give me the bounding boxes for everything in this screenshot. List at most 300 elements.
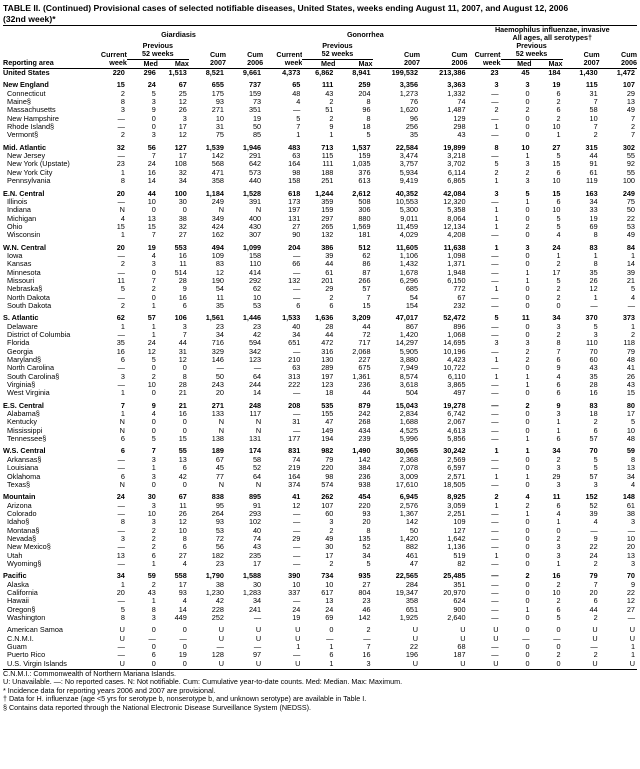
value-cell: 1 — [556, 559, 561, 568]
value-cell: 10 — [215, 114, 224, 123]
value-cell: — — [117, 526, 125, 535]
table-row — [3, 260, 637, 268]
value-cell: 228 — [211, 605, 224, 614]
value-cell: 3,218 — [447, 152, 466, 161]
value-cell: 16 — [178, 251, 187, 260]
value-cell: N — [119, 426, 125, 435]
value-cell: 895 — [248, 493, 262, 502]
value-cell: 30 — [253, 580, 262, 589]
value-cell: 6 — [593, 597, 598, 606]
value-cell: 91 — [253, 501, 262, 510]
region-row — [3, 572, 637, 580]
value-cell: 45 — [215, 464, 224, 473]
value-cell: 2,571 — [447, 472, 466, 481]
value-cell: 51 — [325, 106, 334, 115]
value-cell: 594 — [248, 339, 262, 348]
value-cell: 1,332 — [447, 89, 466, 98]
value-cell: 0 — [151, 114, 156, 123]
value-cell: 86 — [362, 260, 371, 269]
table-row — [3, 643, 637, 651]
value-cell: 110 — [586, 339, 598, 348]
value-cell: 1,098 — [447, 251, 466, 260]
value-cell: 13 — [626, 464, 635, 473]
value-cell: 0 — [525, 331, 530, 339]
value-cell: 0 — [151, 206, 156, 215]
table-body — [3, 69, 637, 669]
value-cell: 737 — [248, 81, 262, 90]
value-cell: 115 — [585, 81, 598, 90]
value-cell: 4 — [151, 251, 156, 260]
value-cell: 3 — [182, 114, 187, 123]
value-cell: 38 — [215, 580, 224, 589]
value-cell: 0 — [151, 268, 156, 277]
value-cell: 1,636 — [315, 314, 334, 323]
value-cell: 675 — [358, 364, 371, 373]
value-cell: 13 — [116, 551, 125, 560]
value-cell: 59 — [147, 572, 156, 581]
value-cell: 879 — [358, 401, 371, 410]
value-cell: 10 — [147, 509, 156, 518]
value-cell: 64 — [253, 472, 262, 481]
value-cell: 1,539 — [205, 143, 224, 152]
max-label: Max — [548, 59, 563, 68]
value-cell: 16 — [552, 572, 561, 581]
value-cell: 197 — [288, 206, 301, 215]
value-cell: 0 — [182, 643, 187, 652]
value-cell: 3,009 — [399, 472, 419, 481]
value-cell: U — [629, 659, 635, 668]
table-row — [3, 160, 637, 168]
value-cell: 27 — [292, 222, 301, 231]
reporting-area-cell: Rhode Island§ — [7, 123, 55, 132]
value-cell: 8 — [556, 339, 561, 348]
year-2006-label: 2006 — [247, 59, 264, 68]
value-cell: 22,584 — [395, 143, 419, 152]
value-cell: 53 — [253, 301, 262, 310]
value-cell: — — [491, 614, 499, 622]
value-cell: 17,610 — [395, 480, 419, 489]
table-row — [3, 152, 637, 160]
value-cell: — — [293, 251, 301, 260]
value-cell: 131 — [288, 214, 301, 223]
value-cell: 10 — [147, 381, 156, 390]
value-cell: 5,996 — [399, 435, 419, 444]
value-cell: 249 — [211, 197, 224, 206]
value-cell: — — [363, 634, 371, 643]
value-cell: 0 — [151, 659, 156, 668]
value-cell: 1,528 — [242, 189, 262, 198]
value-cell: 67 — [178, 81, 187, 90]
value-cell: 0 — [151, 364, 156, 373]
value-cell: 6 — [120, 472, 125, 481]
value-cell: 2 — [151, 534, 156, 543]
value-cell: — — [117, 651, 125, 660]
value-cell: 1 — [525, 152, 530, 161]
value-cell: 0 — [525, 580, 530, 589]
value-cell: 70 — [589, 447, 598, 456]
value-cell: 45 — [521, 68, 530, 78]
value-cell: 1,688 — [399, 418, 419, 427]
value-cell: 2 — [593, 559, 598, 568]
table-row — [3, 651, 637, 659]
value-cell: 1,106 — [399, 251, 419, 260]
value-cell: 10 — [626, 426, 635, 435]
value-cell: 102 — [248, 518, 262, 527]
value-cell: 0 — [525, 643, 530, 652]
table-row — [3, 115, 637, 123]
value-cell: 16 — [116, 347, 125, 356]
value-cell: 12 — [215, 268, 224, 277]
value-cell: 252 — [211, 614, 224, 622]
value-cell: 0 — [556, 659, 561, 668]
value-cell: — — [491, 98, 499, 107]
value-cell: 34 — [589, 197, 598, 206]
reporting-area-cell: C.N.M.I. — [7, 634, 34, 643]
value-cell: 30,242 — [443, 447, 466, 456]
value-cell: 302 — [622, 143, 635, 152]
value-cell: 2 — [630, 331, 635, 339]
value-cell: 138 — [211, 435, 224, 444]
value-cell: 21 — [626, 276, 635, 285]
value-cell: 6 — [182, 301, 187, 310]
value-cell: 54 — [409, 293, 419, 302]
value-cell: — — [117, 114, 125, 123]
value-cell: 2,612 — [352, 189, 371, 198]
value-cell: 12 — [178, 356, 187, 365]
value-cell: 107 — [321, 501, 334, 510]
value-cell: 5 — [556, 276, 561, 285]
value-cell: U — [460, 626, 466, 635]
value-cell: 6,742 — [447, 410, 466, 419]
value-cell: 9 — [151, 106, 156, 115]
value-cell: 2 — [525, 501, 530, 510]
value-cell: 1 — [494, 356, 499, 365]
value-cell: 0 — [182, 206, 187, 215]
table-row — [3, 418, 637, 426]
value-cell: 3 — [494, 81, 499, 90]
value-cell: 10 — [552, 206, 561, 215]
value-cell: U — [412, 634, 419, 643]
reporting-area-cell: Kentucky — [7, 418, 38, 427]
value-cell: 4 — [556, 509, 561, 518]
value-cell: N — [255, 426, 262, 435]
value-cell: 10 — [178, 526, 187, 535]
value-cell: 508 — [358, 197, 371, 206]
region-row — [3, 402, 637, 410]
reporting-area-cell: S. Atlantic — [3, 314, 39, 323]
value-cell: 236 — [358, 381, 371, 390]
value-cell: 15 — [552, 189, 561, 198]
value-cell: 33 — [589, 206, 598, 215]
value-cell: 618 — [288, 189, 301, 198]
value-cell: 43 — [147, 588, 156, 597]
value-cell: 9,419 — [399, 177, 419, 186]
value-cell: U — [592, 659, 598, 668]
value-cell: 35 — [589, 268, 598, 277]
value-cell: 2 — [593, 614, 598, 622]
value-cell: 35 — [215, 301, 224, 310]
value-cell: 0 — [525, 518, 530, 527]
value-cell: 244 — [248, 381, 262, 390]
value-cell: 53 — [626, 222, 635, 231]
value-cell: 6,597 — [447, 464, 466, 473]
value-cell: 14,695 — [443, 339, 466, 348]
value-cell: 2 — [556, 114, 561, 123]
value-cell: — — [117, 381, 125, 390]
value-cell: — — [491, 543, 499, 552]
reporting-area-cell: Connecticut — [7, 89, 46, 98]
value-cell: 0 — [525, 588, 530, 597]
value-cell: 31 — [215, 123, 224, 132]
value-cell: 1,490 — [352, 447, 371, 456]
value-cell: 2 — [556, 534, 561, 543]
value-cell: 3 — [556, 551, 561, 560]
value-cell: 1,487 — [447, 106, 466, 115]
value-cell: 17 — [178, 123, 187, 132]
table-row — [3, 560, 637, 568]
table-row — [3, 323, 637, 331]
value-cell: 3 — [151, 518, 156, 527]
table-row — [3, 660, 637, 668]
value-cell: 4,525 — [399, 426, 419, 435]
value-cell: 342 — [248, 347, 262, 356]
value-cell: — — [491, 464, 499, 473]
value-cell: 133 — [211, 410, 224, 419]
value-cell: 3 — [182, 322, 187, 331]
value-cell: 251 — [321, 177, 334, 186]
value-cell: — — [491, 534, 499, 543]
value-cell: 6 — [556, 89, 561, 98]
value-cell: 41 — [626, 364, 635, 373]
value-cell: 370 — [585, 314, 598, 323]
value-cell: 117 — [249, 410, 262, 419]
value-cell: 2 — [151, 285, 156, 294]
value-cell: 315 — [585, 143, 598, 152]
value-cell: 6,945 — [399, 493, 419, 502]
value-cell: 123 — [248, 356, 262, 365]
value-cell: 208 — [288, 401, 301, 410]
value-cell: 7 — [593, 580, 598, 589]
reporting-area-cell: New Hampshire — [7, 114, 59, 123]
value-cell: 3 — [630, 559, 635, 568]
value-cell: 358 — [211, 177, 224, 186]
value-cell: 46 — [362, 605, 371, 614]
value-cell: — — [553, 634, 561, 643]
reporting-area-cell: Delaware — [7, 322, 38, 331]
value-cell: 243 — [211, 381, 224, 390]
value-cell: 2,834 — [399, 410, 419, 419]
value-cell: 57 — [147, 314, 156, 323]
value-cell: 0 — [525, 260, 530, 269]
reporting-area-cell: Mid. Atlantic — [3, 143, 47, 152]
value-cell: 2,068 — [352, 347, 371, 356]
value-cell: 119 — [586, 177, 598, 186]
value-cell: 47,017 — [395, 314, 419, 323]
value-cell: 568 — [211, 160, 224, 169]
table-row — [3, 535, 637, 543]
value-cell: 220 — [321, 464, 334, 473]
value-cell: 235 — [248, 551, 262, 560]
value-cell: 142 — [358, 614, 371, 622]
value-cell: 6,296 — [399, 276, 419, 285]
table-row — [3, 285, 637, 293]
value-cell: 349 — [211, 214, 224, 223]
value-cell: 497 — [453, 389, 466, 398]
value-cell: 12 — [147, 347, 156, 356]
value-cell: 4,373 — [282, 68, 301, 78]
value-cell: 4 — [556, 372, 561, 381]
value-cell: 184 — [548, 68, 561, 78]
region-row — [3, 69, 637, 78]
value-cell: 10 — [552, 123, 561, 132]
value-cell: 248 — [248, 401, 262, 410]
value-cell: 220 — [358, 501, 371, 510]
value-cell: 2 — [593, 131, 598, 140]
reporting-area-cell: Alaska — [7, 580, 29, 589]
value-cell: 43 — [325, 89, 334, 98]
value-cell: 5 — [494, 160, 499, 169]
value-cell: 2 — [525, 106, 530, 115]
value-cell: 1 — [329, 659, 334, 668]
value-cell: — — [216, 364, 224, 373]
value-cell: 40,352 — [395, 189, 419, 198]
value-cell: 55 — [626, 168, 635, 177]
value-cell: 11,638 — [443, 243, 466, 252]
table-row — [3, 614, 637, 622]
value-cell: 61 — [325, 268, 334, 277]
value-cell: 1 — [494, 214, 499, 223]
value-cell: 43 — [457, 131, 466, 140]
value-cell: N — [255, 418, 262, 427]
value-cell: 34 — [215, 331, 224, 339]
reporting-area-cell: Nevada§ — [7, 534, 37, 543]
value-cell: 58 — [589, 106, 598, 115]
value-cell: 2 — [556, 98, 561, 107]
value-cell: 91 — [589, 160, 598, 169]
value-cell: 3 — [151, 472, 156, 481]
value-cell: 1 — [494, 123, 499, 132]
value-cell: 83 — [589, 243, 598, 252]
value-cell: 8,925 — [447, 493, 466, 502]
value-cell: — — [590, 643, 598, 652]
value-cell: 2,576 — [399, 501, 419, 510]
value-cell: 8 — [630, 455, 635, 464]
value-cell: 400 — [248, 214, 262, 223]
value-cell: 6 — [151, 551, 156, 560]
value-cell: N — [119, 418, 125, 427]
table-row — [3, 381, 637, 389]
value-cell: 3 — [556, 322, 561, 331]
value-cell: 1 — [525, 372, 530, 381]
value-cell: 424 — [211, 222, 224, 231]
value-cell: 3 — [120, 106, 125, 115]
value-cell: 93 — [215, 98, 224, 107]
reporting-area-cell: Wisconsin — [7, 231, 41, 240]
value-cell: — — [117, 643, 125, 652]
value-cell: 831 — [288, 447, 301, 456]
value-cell: 34 — [253, 597, 262, 606]
value-cell: 313 — [288, 372, 301, 381]
value-cell: 306 — [358, 206, 371, 215]
table-row — [3, 635, 637, 643]
value-cell: 18 — [589, 410, 598, 419]
value-cell: 2 — [120, 260, 125, 269]
value-cell: 109 — [453, 518, 466, 527]
value-cell: 4 — [556, 231, 561, 240]
value-cell: — — [117, 293, 125, 302]
table-row — [3, 502, 637, 510]
table-row — [3, 294, 637, 302]
value-cell: 6,150 — [447, 276, 466, 285]
value-cell: 1 — [120, 168, 125, 177]
value-cell: 292 — [248, 276, 262, 285]
value-cell: — — [293, 597, 301, 606]
value-cell: 35 — [589, 372, 598, 381]
value-cell: 2,569 — [447, 455, 466, 464]
value-cell: 3,209 — [352, 314, 371, 323]
value-cell: 0 — [525, 534, 530, 543]
value-cell: 163 — [585, 189, 598, 198]
value-cell: U — [295, 634, 301, 643]
value-cell: 14 — [626, 260, 635, 269]
value-cell: 13 — [626, 551, 635, 560]
value-cell: 155 — [321, 410, 334, 419]
value-cell: 79 — [325, 455, 334, 464]
footnotes — [3, 669, 637, 712]
value-cell: 162 — [211, 231, 224, 240]
weeks52-label: 52 weeks — [501, 50, 563, 59]
value-cell: 1,925 — [399, 614, 419, 622]
value-cell: 213,386 — [439, 68, 466, 78]
value-cell: 613 — [358, 177, 371, 186]
value-cell: 0 — [525, 89, 530, 98]
value-cell: 127 — [453, 526, 466, 535]
footnote-line: * Incidence data for reporting years 2006 and 2007 are provisional. — [3, 685, 216, 695]
value-cell: 1,430 — [579, 68, 598, 78]
table-row — [3, 464, 637, 472]
value-cell: 146 — [211, 356, 224, 365]
value-cell: 42 — [215, 597, 224, 606]
value-cell: 3,880 — [399, 356, 419, 365]
value-cell: 8 — [366, 98, 371, 107]
value-cell: N — [255, 206, 262, 215]
value-cell: 16 — [362, 651, 371, 660]
reporting-area-cell: E.S. Central — [3, 401, 44, 410]
table-row — [3, 123, 637, 131]
value-cell: 30,065 — [395, 447, 419, 456]
table-row — [3, 206, 637, 214]
value-cell: 17 — [178, 152, 187, 161]
value-cell: 18,505 — [443, 480, 466, 489]
value-cell: 131 — [248, 435, 262, 444]
value-cell: 0 — [525, 301, 530, 310]
value-cell: 44 — [362, 389, 371, 398]
value-cell: 18 — [325, 389, 334, 398]
value-cell: 1,099 — [242, 243, 262, 252]
value-cell: — — [491, 559, 499, 568]
value-cell: 713 — [321, 143, 334, 152]
previous-label: Previous — [516, 42, 547, 50]
value-cell: 5 — [525, 189, 530, 198]
value-cell: 0 — [182, 364, 187, 373]
value-cell: — — [627, 301, 635, 310]
value-cell: 100 — [622, 177, 635, 186]
value-cell: 11 — [521, 314, 530, 323]
year-2007-label: 2007 — [209, 59, 226, 68]
value-cell: 3 — [151, 455, 156, 464]
reporting-area-cell: Florida — [7, 339, 30, 348]
value-cell: 39 — [589, 509, 598, 518]
